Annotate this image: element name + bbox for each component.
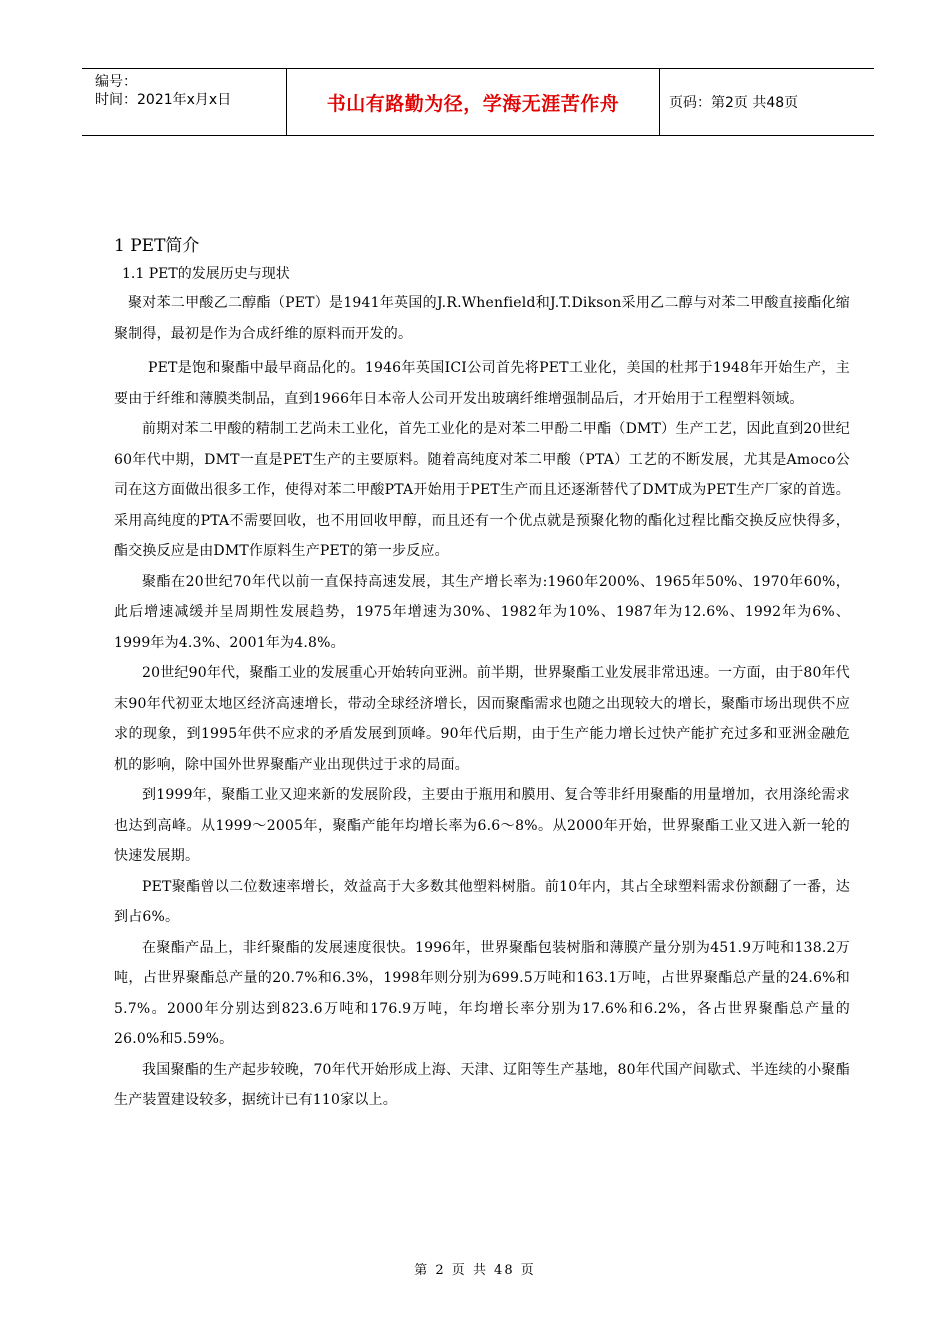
header-meta bbox=[82, 69, 286, 135]
motto-text: 书山有路勤为径，学海无涯苦作舟 bbox=[326, 92, 620, 115]
paragraph: PET聚酯曾以二位数速率增长，效益高于大多数其他塑料树脂。前10年内，其占全球塑料需求份额翻了一番，达到占6%。 bbox=[114, 878, 850, 925]
page-info-text: 页码：第2页 共48页 bbox=[669, 95, 799, 111]
document-number-label: 编号： bbox=[95, 74, 137, 90]
document-date-label: 时间：2021年x月x日 bbox=[95, 92, 232, 108]
header-motto-cell bbox=[286, 69, 660, 135]
paragraph: 前期对苯二甲酸的精制工艺尚未工业化，首先工业化的是对苯二甲酚二甲酯（DMT）生产工艺，因此直到20世纪60年代中期，DMT一直是PET生产的主要原料。随着高纯度对苯二甲酸（PTA）工艺的不断发展，尤其是Amoco公司在这方面做出很多工作，使得对苯二甲酸PTA开始用于PET生产而且还逐渐替代了DMT成为PET生产厂家的首选。采用高纯度的PTA不需要回收，也不用回收甲醇，而且还有一个优点就是预聚化物的酯化过程比酯交换反应快得多，酯交换反应是由DMT作原料生产PET的第一步反应。 bbox=[114, 421, 850, 559]
paragraph: 聚酯在20世纪70年代以前一直保持高速发展，其生产增长率为:1960年200%、1965年50%、1970年60%，此后增速减缓并呈周期性发展趋势，1975年增速为30%、1982年为10%、1987年为12.6%、1992年为6%、1999年为4.3%、2001年为4.8%。 bbox=[114, 573, 850, 651]
section-title: 1 PET简介 bbox=[114, 236, 200, 256]
header-page-info bbox=[660, 69, 874, 135]
paragraph: 到1999年，聚酯工业又迎来新的发展阶段，主要由于瓶用和膜用、复合等非纤用聚酯的用量增加，衣用涤纶需求也达到高峰。从1999～2005年，聚酯产能年均增长率为6.6～8%。从2000年开始，世界聚酯工业又进入新一轮的快速发展期。 bbox=[114, 787, 850, 864]
page-header bbox=[82, 68, 874, 136]
section-subtitle: 1.1 PET的发展历史与现状 bbox=[122, 266, 290, 282]
paragraph: 20世纪90年代，聚酯工业的发展重心开始转向亚洲。前半期，世界聚酯工业发展非常迅速。一方面，由于80年代末90年代初亚太地区经济高速增长，带动全球经济增长，因而聚酯需求也随之出现较大的增长，聚酯市场出现供不应求的现象，到1995年供不应求的矛盾发展到顶峰。90年代后期，由于生产能力增长过快产能扩充过多和亚洲金融危机的影响，除中国外世界聚酯产业出现供过于求的局面。 bbox=[114, 665, 850, 773]
page-footer bbox=[0, 1259, 950, 1278]
footer-page-number: 第 2 页 共 48 页 bbox=[414, 1263, 536, 1278]
paragraph: 在聚酯产品上，非纤聚酯的发展速度很快。1996年，世界聚酯包装树脂和薄膜产量分别为451.9万吨和138.2万吨，占世界聚酯总产量的20.7%和6.3%，1998年则分别为699.5万吨和163.1万吨，占世界聚酯总产量的24.6%和5.7%。2000年分别达到823.6万吨和176.9万吨，年均增长率分别为17.6%和6.2%，各占世界聚酯总产量的26.0%和5.59%。 bbox=[114, 939, 850, 1047]
paragraph: 聚对苯二甲酸乙二醇酯（PET）是1941年英国的J.R.Whenfield和J.T.Dikson采用乙二醇与对苯二甲酸直接酯化缩聚制得，最初是作为合成纤维的原料而开发的。 bbox=[114, 295, 850, 342]
paragraph: 我国聚酯的生产起步较晚，70年代开始形成上海、天津、辽阳等生产基地，80年代国产间歇式、半连续的小聚酯生产装置建设较多，据统计已有110家以上。 bbox=[114, 1061, 850, 1108]
document-body bbox=[114, 232, 850, 1116]
paragraph: PET是饱和聚酯中最早商品化的。1946年英国ICI公司首先将PET工业化，美国的杜邦于1948年开始生产，主要由于纤维和薄膜类制品，直到1966年日本帝人公司开发出玻璃纤维增强制品后，才开始用于工程塑料领域。 bbox=[114, 360, 850, 407]
